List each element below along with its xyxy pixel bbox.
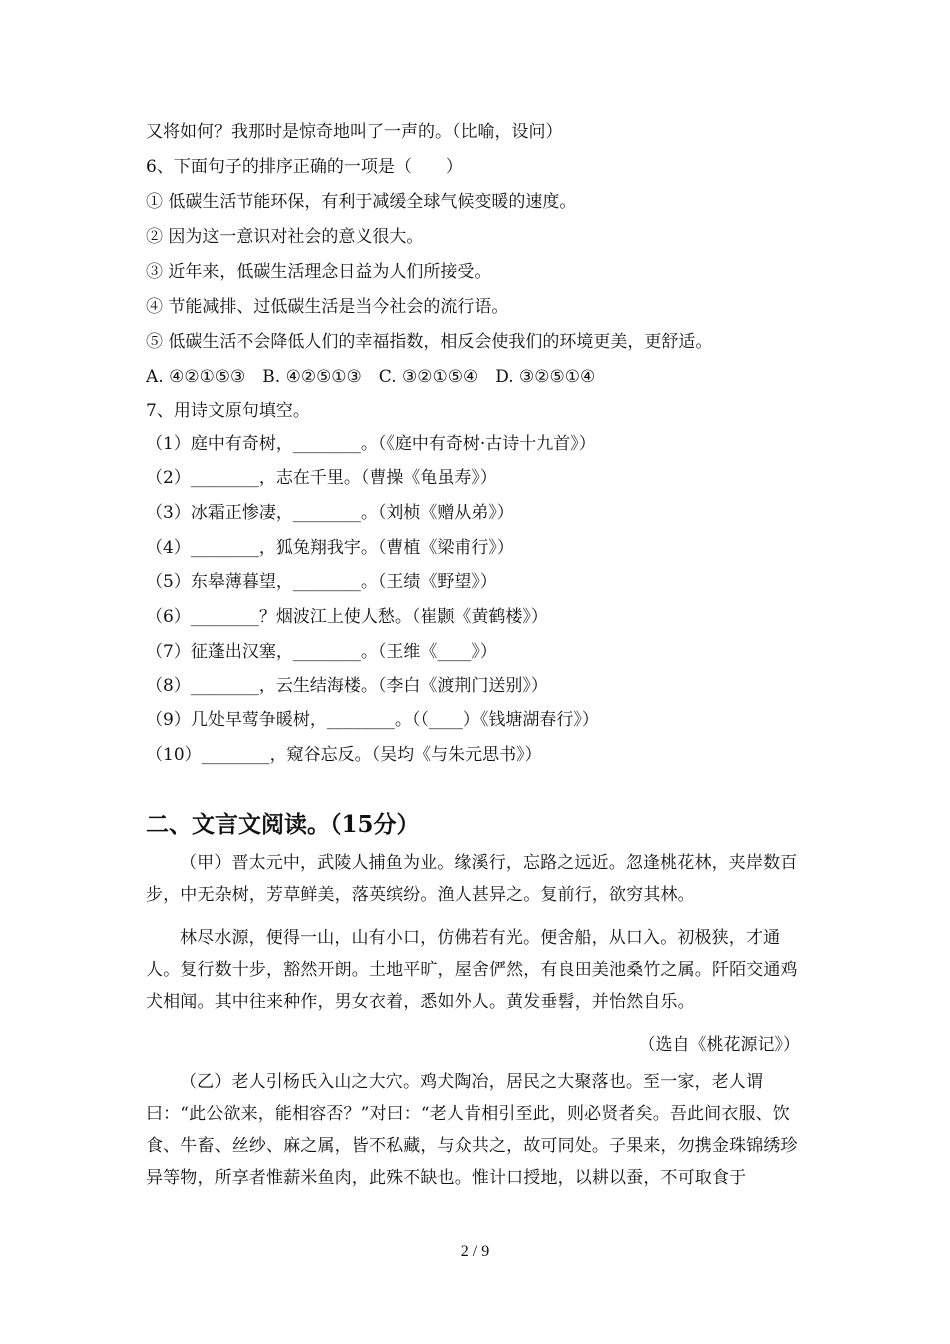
question-7-item-1: （1）庭中有奇树，________。（《庭中有奇树·古诗十九首》） <box>146 434 596 454</box>
passage-b-paragraph: （乙）老人引杨氏入山之大穴。鸡犬陶冶，居民之大聚落也。至一家，老人谓曰：“此公欲来，能相容否？”对曰：“老人肯相引至此，则必贤者矣。吾此间衣服、饮食、牛畜、丝纱、麻之属，皆不私藏，与众共之，故可同处。子果来，勿携金珠锦绣珍异等物，所享者惟薪米鱼肉，此殊不缺也。惟计口授地，以耕以蚕，不可取食于 <box>146 1072 798 1188</box>
question-6-sentence-4: ④ 节能减排、过低碳生活是当今社会的流行语。 <box>146 297 509 317</box>
question-7-item-2: （2）________，志在千里。（曹操《龟虽寿》） <box>146 468 497 488</box>
question-7-stem: 7、用诗文原句填空。 <box>146 401 310 421</box>
question-7-item-3: （3）冰霜正惨凄，________。（刘桢《赠从弟》） <box>146 503 514 523</box>
passage-a-paragraph-1: （甲）晋太元中，武陵人捕鱼为业。缘溪行，忘路之远近。忽逢桃花林，夹岸数百步，中无杂树，芳草鲜美，落英缤纷。渔人甚异之。复前行，欲穷其林。 <box>146 853 798 905</box>
question-6-sentence-5: ⑤ 低碳生活不会降低人们的幸福指数，相反会使我们的环境更美，更舒适。 <box>146 332 713 352</box>
question-7-item-10: （10）________，窥谷忘反。（吴均《与朱元思书》） <box>146 745 542 765</box>
question-6-sentence-3: ③ 近年来，低碳生活理念日益为人们所接受。 <box>146 262 492 282</box>
question-7-item-7: （7）征蓬出汉塞，________。（王维《____》） <box>146 642 497 662</box>
question-6-sentence-1: ① 低碳生活节能环保，有利于减缓全球气候变暖的速度。 <box>146 192 577 212</box>
question-6-stem: 6、下面句子的排序正确的一项是（ ） <box>146 157 463 177</box>
question-6-options: A. ④②①⑤③ B. ④②⑤①③ C. ③②①⑤④ D. ③②⑤①④ <box>146 367 596 387</box>
question-7-item-6: （6）________？烟波江上使人愁。（崔颢《黄鹤楼》） <box>146 607 548 627</box>
question-7-item-8: （8）________，云生结海楼。（李白《渡荆门送别》） <box>146 676 548 696</box>
page-number: 2 / 9 <box>460 1243 490 1260</box>
question-6-sentence-2: ② 因为这一意识对社会的意义很大。 <box>146 227 424 247</box>
question-7-item-5: （5）东皋薄暮望，________。（王绩《野望》） <box>146 572 497 592</box>
continued-text-line: 又将如何？我那时是惊奇地叫了一声的。（比喻，设问） <box>146 122 563 142</box>
section-2-title: 二、文言文阅读。（15分） <box>146 811 420 838</box>
question-7-item-9: （9）几处早莺争暖树，________。（（____）《钱塘湖春行》） <box>146 710 599 730</box>
passage-a-paragraph-2: 林尽水源，便得一山，山有小口，仿佛若有光。便舍船，从口入。初极狭，才通人。复行数十步，豁然开朗。土地平旷，屋舍俨然，有良田美池桑竹之属。阡陌交通鸡犬相闻。其中往来种作，男女衣着，悉如外人。黄发垂髫，并怡然自乐。 <box>146 928 798 1012</box>
question-7-item-4: （4）________，狐兔翔我宇。（曹植《梁甫行》） <box>146 538 514 558</box>
passage-a-source: （选自《桃花源记》） <box>638 1035 800 1055</box>
